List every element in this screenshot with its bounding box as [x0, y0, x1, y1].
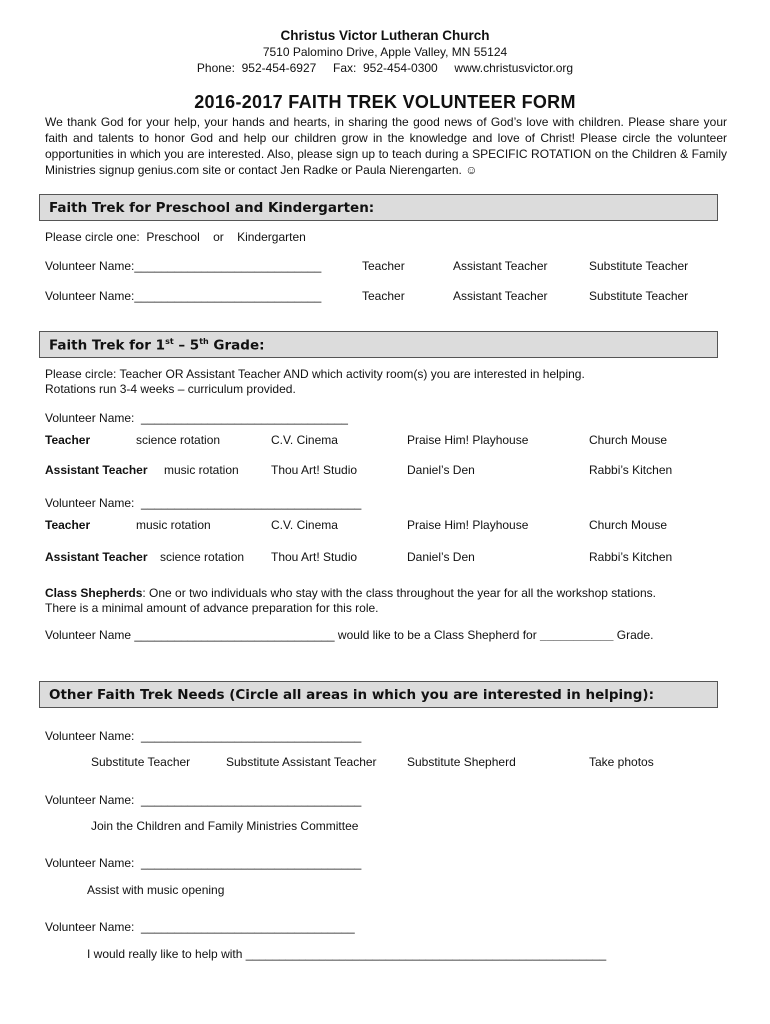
class-shepherds-note: There is a minimal amount of advance preparation for this role.	[45, 601, 379, 615]
other-heading: Other Faith Trek Needs (Circle all areas in which you are interested in helping):	[49, 687, 655, 703]
grades-teacher-label-1[interactable]: Teacher	[45, 433, 91, 447]
preschool-assistant-2[interactable]: Assistant Teacher	[453, 289, 548, 303]
room-cv-cinema-2[interactable]: C.V. Cinema	[271, 518, 338, 532]
other-volunteer-name-4[interactable]: Volunteer Name: ________________________________	[45, 920, 355, 934]
shepherd-grade-blank[interactable]: ___________	[540, 628, 614, 642]
room-rabbis-kitchen-2[interactable]: Rabbi’s Kitchen	[589, 550, 673, 564]
other-volunteer-name-2[interactable]: Volunteer Name: _________________________________	[45, 793, 362, 807]
room-praise-him-playhouse-2[interactable]: Praise Him! Playhouse	[407, 518, 529, 532]
other-substitute-assistant-teacher[interactable]: Substitute Assistant Teacher	[226, 755, 377, 769]
form-title: 2016-2017 FAITH TREK VOLUNTEER FORM	[194, 92, 576, 112]
other-join-committee[interactable]: Join the Children and Family Ministries Committee	[91, 819, 359, 833]
grades-teacher-rotation-2: music rotation	[136, 518, 211, 532]
preschool-circle-line: Please circle one: Preschool or Kindergarten	[45, 230, 306, 244]
other-volunteer-name-1[interactable]: Volunteer Name: _________________________________	[45, 729, 362, 743]
room-praise-him-playhouse-1[interactable]: Praise Him! Playhouse	[407, 433, 529, 447]
room-church-mouse-1[interactable]: Church Mouse	[589, 433, 668, 447]
preschool-substitute-1[interactable]: Substitute Teacher	[589, 259, 689, 273]
grades-section-header	[39, 331, 718, 358]
preschool-heading: Faith Trek for Preschool and Kindergarten:	[49, 200, 375, 216]
room-daniels-den-2[interactable]: Daniel’s Den	[407, 550, 475, 564]
grades-assistant-rotation-1: music rotation	[164, 463, 239, 477]
class-shepherds-description: Class Shepherds: One or two individuals who stay with the class throughout the year for all the workshop stations.	[45, 586, 656, 600]
grades-assistant-label-1[interactable]: Assistant Teacher	[45, 463, 148, 477]
preschool-section-header	[39, 194, 718, 221]
grades-heading: Faith Trek for 1st – 5th Grade:	[49, 337, 265, 354]
class-shepherd-signup-line[interactable]: Volunteer Name ______________________________ would like to be a Class Shepherd for ___________ Grade.	[45, 628, 654, 642]
preschool-volunteer-name-2[interactable]: Volunteer Name:____________________________	[45, 289, 322, 303]
grades-volunteer-name-1[interactable]: Volunteer Name: _______________________________	[45, 411, 348, 425]
other-substitute-teacher[interactable]: Substitute Teacher	[91, 755, 191, 769]
room-daniels-den-1[interactable]: Daniel’s Den	[407, 463, 475, 477]
room-cv-cinema-1[interactable]: C.V. Cinema	[271, 433, 338, 447]
grades-assistant-label-2[interactable]: Assistant Teacher	[45, 550, 148, 564]
other-take-photos[interactable]: Take photos	[589, 755, 654, 769]
grades-volunteer-name-2[interactable]: Volunteer Name: _________________________________	[45, 496, 362, 510]
preschool-teacher-1[interactable]: Teacher	[362, 259, 405, 273]
other-help-with-line[interactable]: I would really like to help with ______________________________________________________	[87, 947, 607, 961]
grades-note-2: Rotations run 3-4 weeks – curriculum provided.	[45, 382, 296, 396]
intro-paragraph: We thank God for your help, your hands and hearts, in sharing the good news of God’s love with children. Please share your faith and talents to honor God and help our children grow in the knowledge and love of Christ! Please circle the volunteer opportunities in which you are interested. Also, please sign up to teach during a SPECIFIC ROTATION on the Children & Family Ministries signup genius.com site or contact Jen Radke or Paula Nierengarten. ☺	[45, 115, 727, 177]
preschool-volunteer-name-1[interactable]: Volunteer Name:____________________________	[45, 259, 322, 273]
other-substitute-shepherd[interactable]: Substitute Shepherd	[407, 755, 516, 769]
grades-teacher-rotation-1: science rotation	[136, 433, 221, 447]
grades-note-1: Please circle: Teacher OR Assistant Teacher AND which activity room(s) you are interested in helping.	[45, 367, 585, 381]
preschool-substitute-2[interactable]: Substitute Teacher	[589, 289, 689, 303]
preschool-assistant-1[interactable]: Assistant Teacher	[453, 259, 548, 273]
other-assist-music[interactable]: Assist with music opening	[87, 883, 225, 897]
other-section-header	[39, 681, 718, 708]
room-church-mouse-2[interactable]: Church Mouse	[589, 518, 668, 532]
preschool-teacher-2[interactable]: Teacher	[362, 289, 405, 303]
room-rabbis-kitchen-1[interactable]: Rabbi’s Kitchen	[589, 463, 673, 477]
church-name: Christus Victor Lutheran Church	[280, 28, 490, 43]
room-thou-art-studio-2[interactable]: Thou Art! Studio	[271, 550, 358, 564]
other-volunteer-name-3[interactable]: Volunteer Name: _________________________________	[45, 856, 362, 870]
church-contact: Phone: 952-454-6927 Fax: 952-454-0300 www.christusvictor.org	[196, 61, 574, 75]
grades-teacher-label-2[interactable]: Teacher	[45, 518, 91, 532]
grades-assistant-rotation-2: science rotation	[160, 550, 245, 564]
room-thou-art-studio-1[interactable]: Thou Art! Studio	[271, 463, 358, 477]
church-address: 7510 Palomino Drive, Apple Valley, MN 55124	[262, 45, 508, 59]
